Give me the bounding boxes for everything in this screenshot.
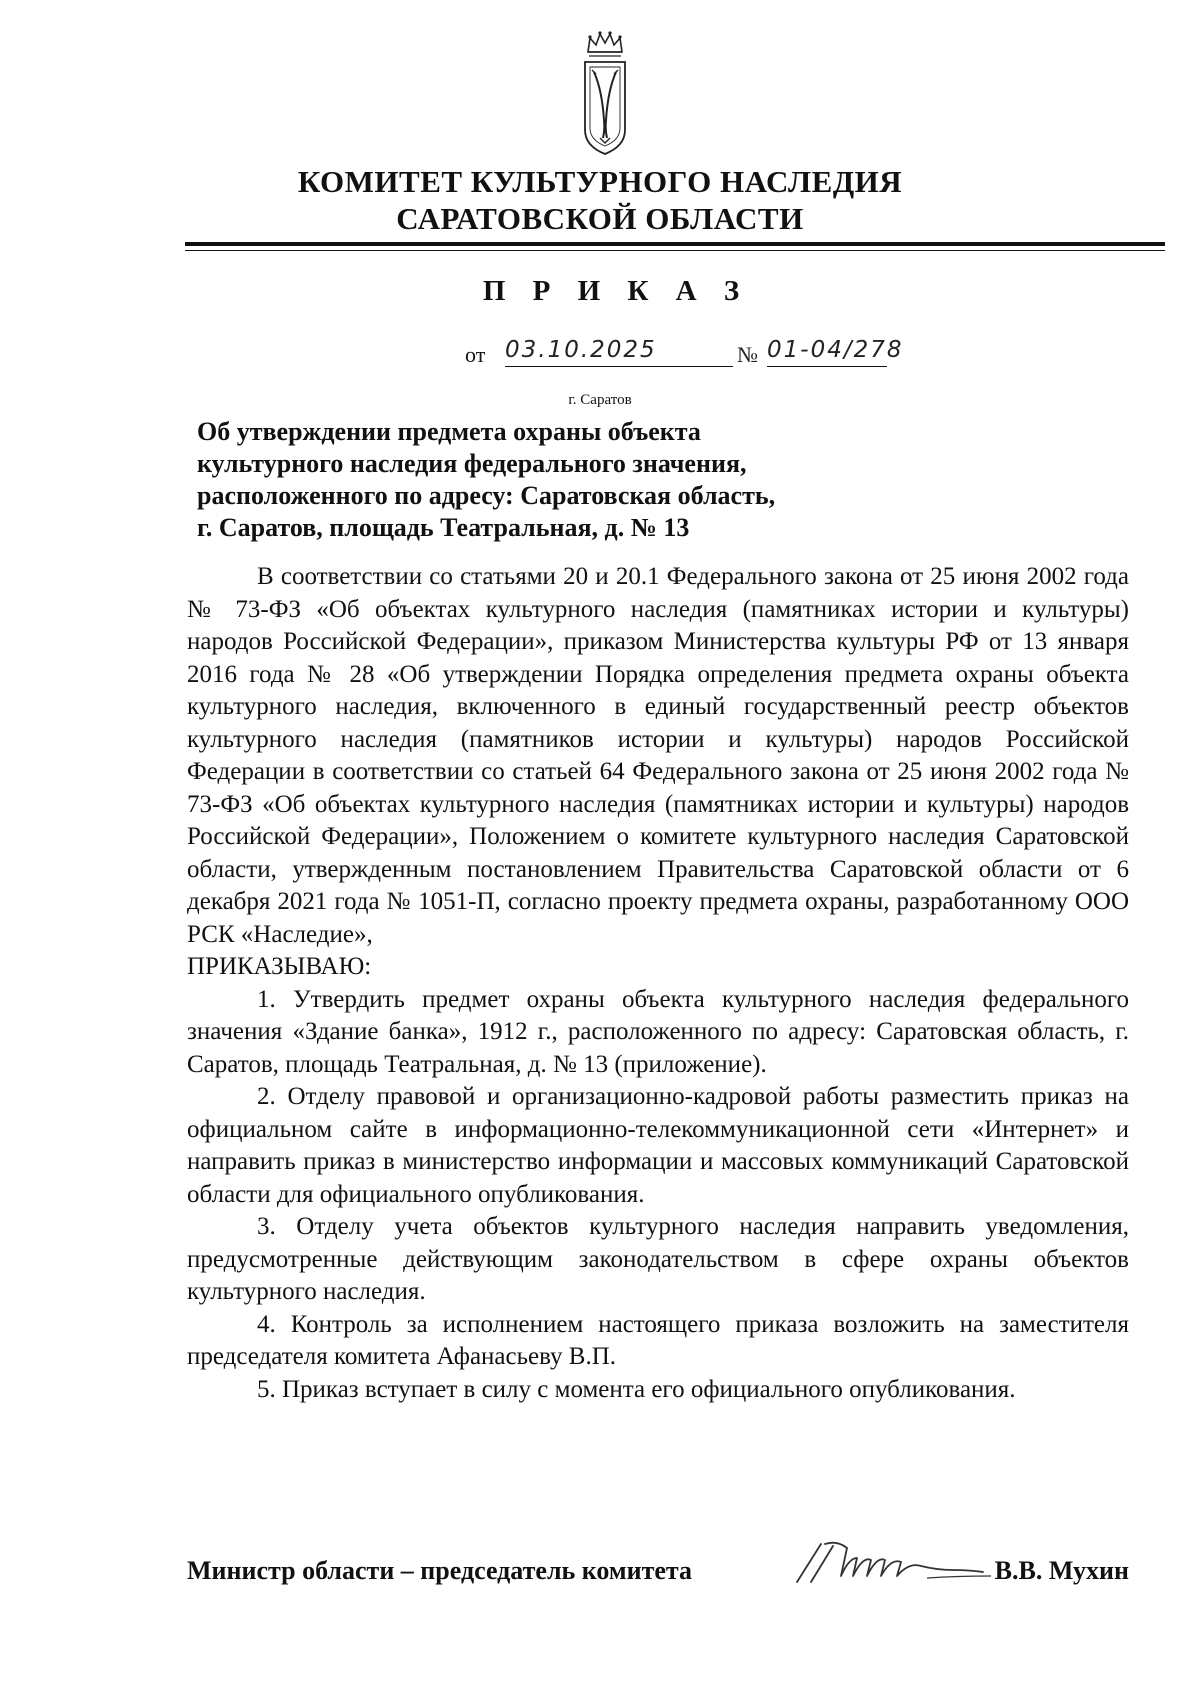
- order-body: [187, 561, 1129, 1406]
- order-subject: [197, 416, 997, 544]
- order-date-handwritten: 03.10.2025: [505, 337, 657, 363]
- order-item: 3. Отделу учета объектов культурного наследия направить уведомления, предусмотренные действующим законодательством в сфере охраны объектов культурного наследия.: [187, 1213, 1129, 1305]
- signatory-name: В.В. Мухин: [994, 1556, 1129, 1585]
- handwritten-signature-icon: [777, 1536, 997, 1592]
- org-name-line1: КОМИТЕТ КУЛЬТУРНОГО НАСЛЕДИЯ: [297, 164, 903, 199]
- signature-block: [187, 1550, 1129, 1590]
- header-rule-thin: [185, 250, 1165, 251]
- document-type-title: П Р И К А З: [482, 275, 750, 307]
- subject-line: расположенного по адресу: Саратовская область,: [197, 481, 776, 510]
- number-underline: [767, 366, 887, 367]
- directive-word: ПРИКАЗЫВАЮ:: [187, 953, 372, 980]
- subject-line: Об утверждении предмета охраны объекта: [197, 417, 701, 446]
- order-item: 5. Приказ вступает в силу с момента его официального опубликования.: [257, 1375, 1016, 1403]
- order-item: 2. Отделу правовой и организационно-кадровой работы разместить приказ на официальном сайте в информационно-телекоммуникационной сети «Интернет» и направить приказ в министерство информации и массовых коммуникаций Саратовской области для официального опубликования.: [187, 1083, 1129, 1208]
- org-name-line2: САРАТОВСКОЙ ОБЛАСТИ: [396, 201, 804, 236]
- signatory-position: Министр области – председатель комитета: [187, 1556, 693, 1585]
- coat-of-arms-emblem: [580, 30, 630, 160]
- preamble-paragraph: В соответствии со статьями 20 и 20.1 Федерального закона от 25 июня 2002 года № 73-ФЗ «Об объектах культурного наследия (памятниках истории и культуры) народов Российской Федерации», приказом Министерства культуры РФ от 13 января 2016 года № 28 «Об утверждении Порядка определения предмета охраны объекта культурного наследия, включенного в единый государственный реестр объектов культурного наследия (памятников истории и культуры) народов Российской Федерации в соответствии со статьей 64 Федерального закона от 25 июня 2002 года № 73-ФЗ «Об объектах культурного наследия (памятниках истории и культуры) народов Российской Федерации», Положением о комитете культурного наследия Саратовской области, утвержденным постановлением Правительства Саратовской области от 6 декабря 2021 года № 1051-П, согласно проекту предмета охраны, разработанному ООО РСК «Наследие»,: [187, 563, 1129, 948]
- date-underline: [505, 366, 733, 367]
- header-rule-thick: [185, 242, 1165, 246]
- subject-line: г. Саратов, площадь Театральная, д. № 13: [197, 513, 690, 542]
- order-number-handwritten: 01-04/278: [767, 337, 904, 363]
- number-prefix: №: [737, 342, 758, 367]
- city-label: г. Саратов: [568, 392, 632, 408]
- subject-line: культурного наследия федерального значения,: [197, 449, 747, 478]
- order-item: 1. Утвердить предмет охраны объекта культурного наследия федерального значения «Здание банка», 1912 г., расположенного по адресу: Саратовская область, г. Саратов, площадь Театральная, д. № 13 (приложение).: [187, 985, 1129, 1078]
- date-prefix: от: [465, 342, 486, 367]
- order-item: 4. Контроль за исполнением настоящего приказа возложить на заместителя председателя комитета Афанасьеву В.П.: [187, 1310, 1129, 1370]
